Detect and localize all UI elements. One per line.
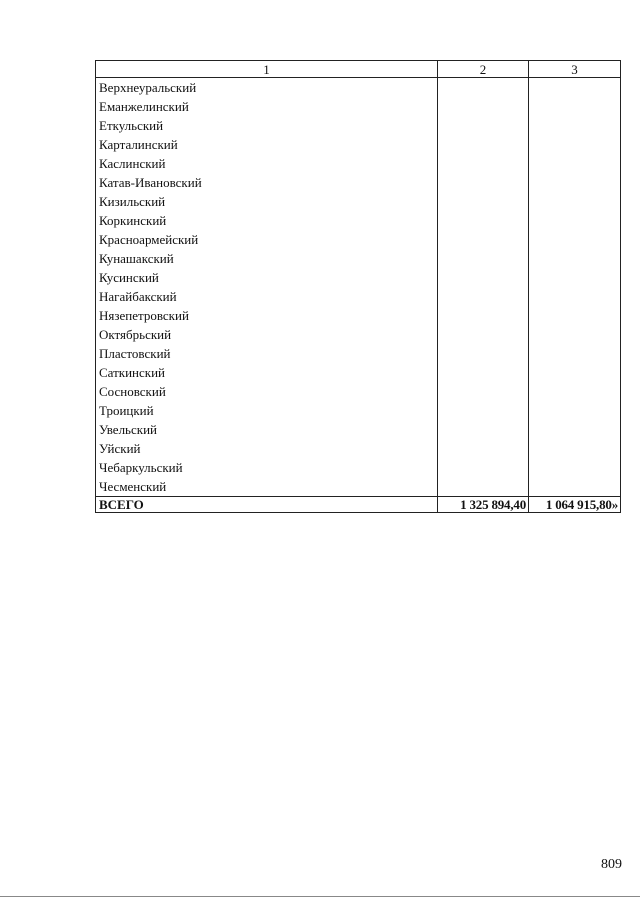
district-name-cell: Саткинский xyxy=(96,363,438,382)
header-row xyxy=(96,61,621,78)
value-col-2-cell xyxy=(438,325,529,344)
table-row xyxy=(96,97,621,116)
value-col-3-cell xyxy=(529,249,621,268)
value-col-3-cell xyxy=(529,211,621,230)
value-col-2-cell xyxy=(438,230,529,249)
value-col-2-cell xyxy=(438,382,529,401)
table-row xyxy=(96,287,621,306)
value-col-2-cell xyxy=(438,420,529,439)
value-col-3-cell xyxy=(529,325,621,344)
value-col-3-cell xyxy=(529,344,621,363)
district-name-cell: Кунашакский xyxy=(96,249,438,268)
table-row xyxy=(96,401,621,420)
value-col-2-cell xyxy=(438,401,529,420)
value-col-2-cell xyxy=(438,211,529,230)
district-name-cell: Октябрьский xyxy=(96,325,438,344)
table-row xyxy=(96,325,621,344)
district-name-cell: Уйский xyxy=(96,439,438,458)
total-label: ВСЕГО xyxy=(96,497,438,513)
value-col-2-cell xyxy=(438,78,529,98)
value-col-3-cell xyxy=(529,173,621,192)
district-name-cell: Еткульский xyxy=(96,116,438,135)
table-row xyxy=(96,154,621,173)
table-row xyxy=(96,420,621,439)
district-name-cell: Верхнеуральский xyxy=(96,78,438,98)
table-body xyxy=(96,78,621,513)
table-row xyxy=(96,439,621,458)
value-col-2-cell xyxy=(438,363,529,382)
value-col-2-cell xyxy=(438,116,529,135)
district-name-cell: Увельский xyxy=(96,420,438,439)
value-col-3-cell xyxy=(529,439,621,458)
table-row xyxy=(96,458,621,477)
district-name-cell: Красноармейский xyxy=(96,230,438,249)
district-name-cell: Кизильский xyxy=(96,192,438,211)
district-name-cell: Карталинский xyxy=(96,135,438,154)
district-name-cell: Чесменский xyxy=(96,477,438,497)
value-col-2-cell xyxy=(438,306,529,325)
table-row xyxy=(96,78,621,98)
bottom-rule xyxy=(0,896,640,897)
district-name-cell: Коркинский xyxy=(96,211,438,230)
value-col-2-cell xyxy=(438,192,529,211)
district-name-cell: Сосновский xyxy=(96,382,438,401)
value-col-3-cell xyxy=(529,363,621,382)
table-row xyxy=(96,116,621,135)
table-row xyxy=(96,173,621,192)
total-row xyxy=(96,497,621,513)
value-col-3-cell xyxy=(529,306,621,325)
value-col-2-cell xyxy=(438,458,529,477)
district-name-cell: Каслинский xyxy=(96,154,438,173)
table-row xyxy=(96,382,621,401)
table-row xyxy=(96,363,621,382)
value-col-2-cell xyxy=(438,135,529,154)
header-col-3: 3 xyxy=(529,61,621,78)
value-col-3-cell xyxy=(529,268,621,287)
value-col-3-cell xyxy=(529,154,621,173)
value-col-3-cell xyxy=(529,382,621,401)
value-col-2-cell xyxy=(438,249,529,268)
district-name-cell: Чебаркульский xyxy=(96,458,438,477)
district-name-cell: Нагайбакский xyxy=(96,287,438,306)
district-name-cell: Катав-Ивановский xyxy=(96,173,438,192)
value-col-3-cell xyxy=(529,135,621,154)
district-name-cell: Нязепетровский xyxy=(96,306,438,325)
total-col-2: 1 325 894,40 xyxy=(438,497,529,513)
header-col-2: 2 xyxy=(438,61,529,78)
value-col-3-cell xyxy=(529,477,621,497)
value-col-3-cell xyxy=(529,230,621,249)
value-col-3-cell xyxy=(529,97,621,116)
page-number: 809 xyxy=(601,857,622,872)
value-col-3-cell xyxy=(529,401,621,420)
table-row xyxy=(96,477,621,497)
value-col-3-cell xyxy=(529,192,621,211)
table-row xyxy=(96,230,621,249)
district-name-cell: Пластовский xyxy=(96,344,438,363)
table-row xyxy=(96,135,621,154)
table-row xyxy=(96,268,621,287)
table-row xyxy=(96,249,621,268)
table-row xyxy=(96,344,621,363)
value-col-2-cell xyxy=(438,344,529,363)
value-col-2-cell xyxy=(438,477,529,497)
header-col-1: 1 xyxy=(96,61,438,78)
value-col-2-cell xyxy=(438,173,529,192)
value-col-3-cell xyxy=(529,78,621,98)
table-row xyxy=(96,211,621,230)
value-col-3-cell xyxy=(529,287,621,306)
value-col-2-cell xyxy=(438,439,529,458)
districts-table xyxy=(95,60,621,513)
value-col-2-cell xyxy=(438,97,529,116)
district-name-cell: Кусинский xyxy=(96,268,438,287)
value-col-2-cell xyxy=(438,287,529,306)
value-col-2-cell xyxy=(438,154,529,173)
value-col-3-cell xyxy=(529,458,621,477)
value-col-3-cell xyxy=(529,420,621,439)
table-row xyxy=(96,306,621,325)
table-row xyxy=(96,192,621,211)
district-name-cell: Троицкий xyxy=(96,401,438,420)
total-col-3: 1 064 915,80» xyxy=(529,497,621,513)
district-name-cell: Еманжелинский xyxy=(96,97,438,116)
value-col-2-cell xyxy=(438,268,529,287)
value-col-3-cell xyxy=(529,116,621,135)
